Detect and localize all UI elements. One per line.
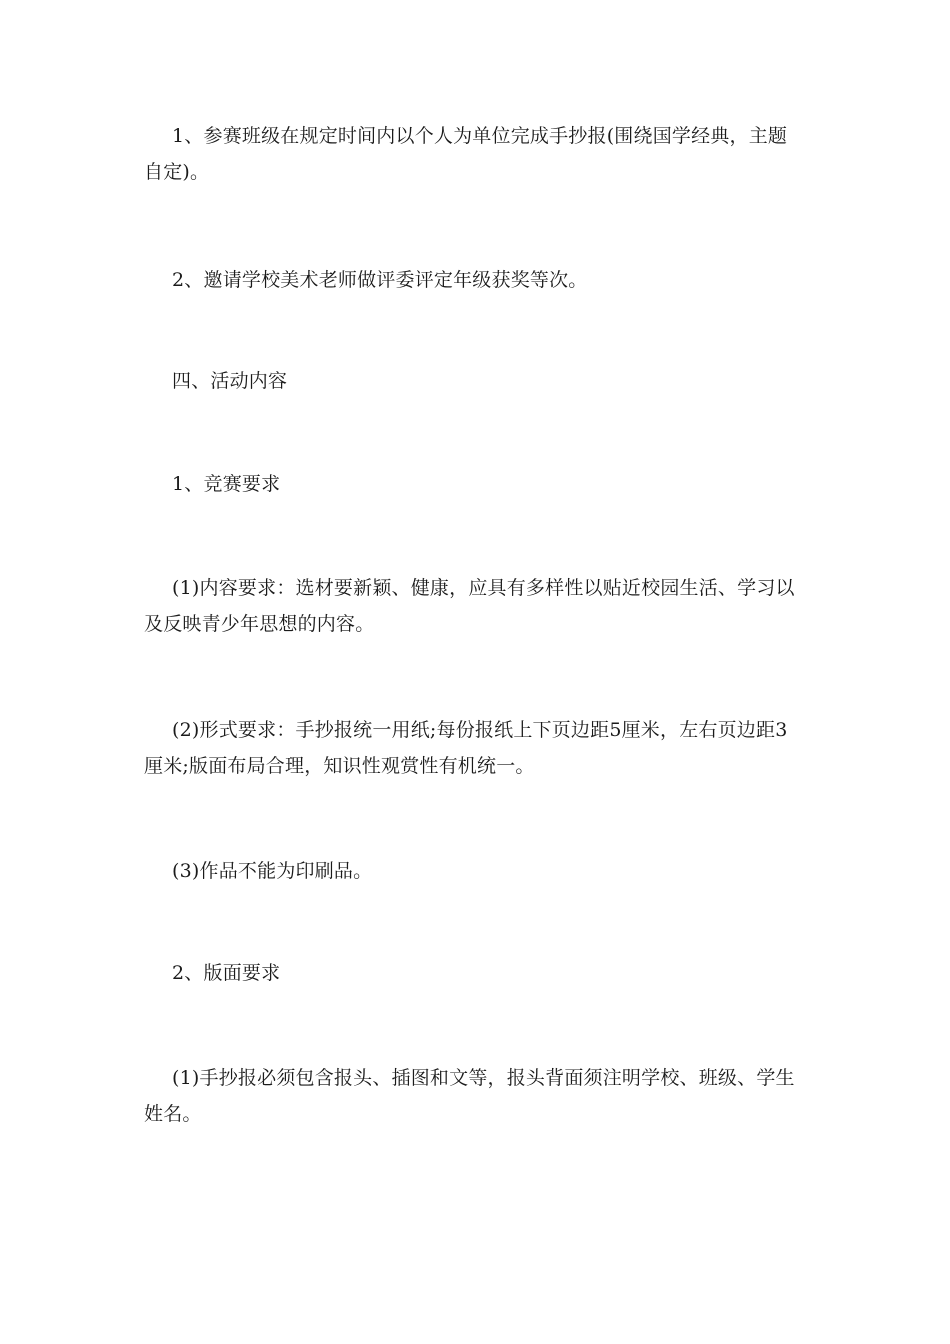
paragraph-content-requirements: (1)内容要求：选材要新颖、健康，应具有多样性以贴近校园生活、学习以及反映青少年思想的内容。 [144, 577, 795, 635]
section-heading-activity-content: 四、活动内容 [172, 370, 288, 392]
paragraph-format-requirements: (2)形式要求：手抄报统一用纸;每份报纸上下页边距5厘米，左右页边距3厘米;版面布局合理，知识性观赏性有机统一。 [144, 719, 788, 777]
subheading-layout-requirements: 2、版面要求 [172, 962, 281, 984]
paragraph-participation-rule: 1、参赛班级在规定时间内以个人为单位完成手抄报(围绕国学经典，主题自定)。 [144, 125, 788, 183]
subheading-competition-requirements: 1、竞赛要求 [172, 473, 281, 495]
paragraph-masthead-requirements: (1)手抄报必须包含报头、插图和文等，报头背面须注明学校、班级、学生姓名。 [144, 1067, 795, 1125]
paragraph-judging-rule: 2、邀请学校美术老师做评委评定年级获奖等次。 [172, 269, 588, 291]
paragraph-no-printed-works: (3)作品不能为印刷品。 [172, 860, 373, 882]
